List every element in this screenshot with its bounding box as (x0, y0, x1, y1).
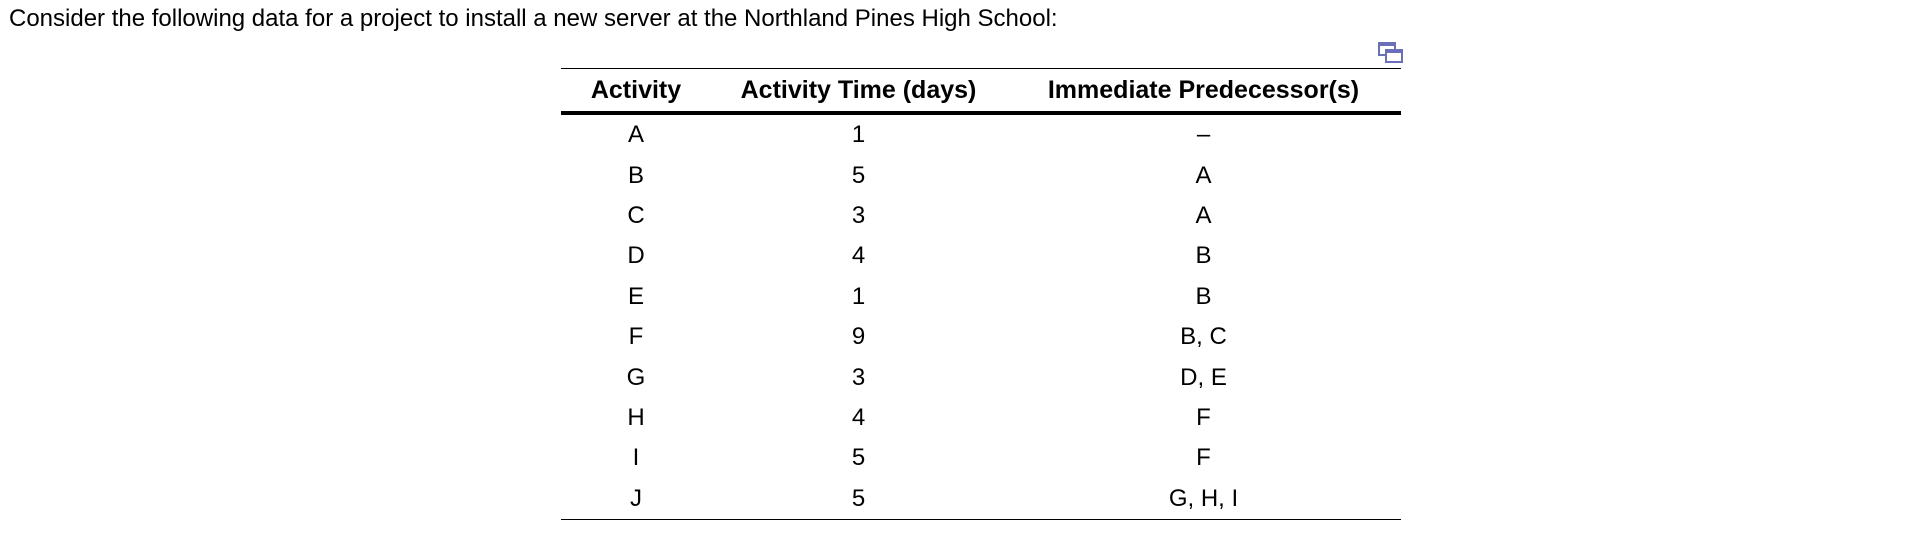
table-row (561, 196, 1401, 236)
header-activity-time: Activity Time (days) (711, 69, 1006, 114)
predecessor-cell: – (1196, 121, 1211, 149)
activity-time-cell: 1 (851, 121, 866, 149)
table-row (561, 398, 1401, 438)
table-row (561, 277, 1401, 317)
table-row (561, 113, 1401, 155)
predecessor-cell: F (1196, 403, 1211, 431)
activity-time-cell: 5 (851, 444, 866, 472)
activity-time-cell: 1 (851, 282, 866, 310)
table-row (561, 317, 1401, 357)
activity-time-cell: 5 (711, 479, 1006, 520)
predecessor-cell: G, H, I (1006, 479, 1401, 520)
activity-cell: J (561, 479, 711, 520)
popout-window-icon[interactable] (1378, 42, 1404, 64)
popout-icon-graphic (1378, 42, 1404, 64)
predecessor-cell: B (1195, 282, 1212, 310)
activity-cell: A (627, 121, 644, 149)
header-immediate-predecessors: Immediate Predecessor(s) (1006, 69, 1401, 114)
header-activity: Activity (561, 69, 711, 114)
table-body (561, 113, 1401, 519)
table-row (561, 438, 1401, 478)
activity-cell: B (627, 161, 644, 189)
activity-cell: F (628, 323, 644, 351)
activity-time-cell: 4 (851, 403, 866, 431)
activity-time-cell: 4 (851, 242, 866, 270)
activity-cell: E (627, 282, 644, 310)
table-header-row (561, 69, 1401, 114)
activity-cell: G (626, 363, 646, 391)
activity-cell: C (627, 201, 645, 229)
activity-time-cell: 3 (851, 363, 866, 391)
activity-table (561, 68, 1401, 520)
activity-cell: D (627, 242, 645, 270)
predecessor-cell: A (1195, 201, 1212, 229)
predecessor-cell: B (1195, 242, 1212, 270)
activity-cell: H (627, 403, 645, 431)
predecessor-cell: B, C (1180, 323, 1227, 351)
table-row (561, 479, 1401, 520)
table-row (561, 236, 1401, 276)
predecessor-cell: A (1195, 161, 1212, 189)
table-row (561, 357, 1401, 397)
activity-cell: I (632, 444, 640, 472)
predecessor-cell: F (1196, 444, 1211, 472)
activity-time-cell: 3 (851, 201, 866, 229)
activity-time-cell: 9 (851, 323, 866, 351)
activity-table-container (561, 68, 1401, 520)
activity-time-cell: 5 (851, 161, 866, 189)
question-intro-text: Consider the following data for a project to install a new server at the Northland Pines High School: (9, 5, 1058, 32)
predecessor-cell: D, E (1180, 363, 1227, 391)
table-row (561, 155, 1401, 195)
